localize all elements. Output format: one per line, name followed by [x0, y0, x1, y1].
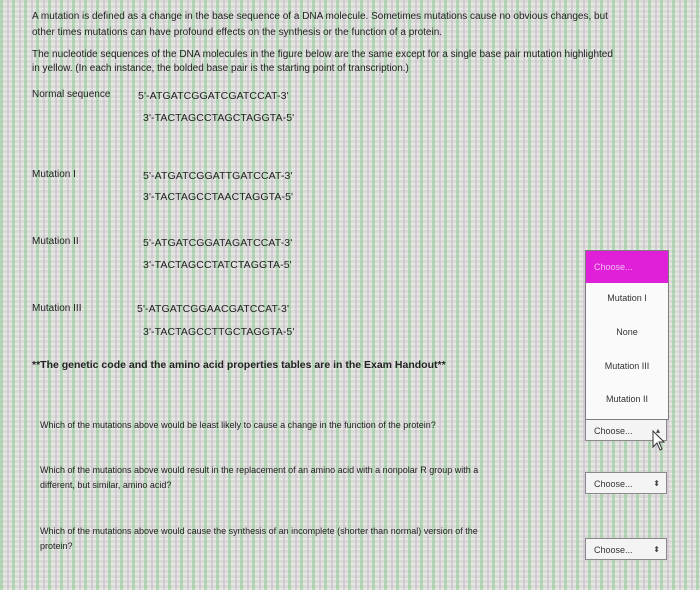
- question-2-select[interactable]: [585, 472, 667, 494]
- intro-line-3: The nucleotide sequences of the DNA molecules in the figure below are the same except for a single base pair mutation highlighted: [32, 49, 613, 60]
- intro-line-1: A mutation is defined as a change in the base sequence of a DNA molecule. Sometimes mutations cause no obvious changes, but: [32, 11, 608, 22]
- sequence-bottom-strand: 3'-TACTAGCCTAGCTAGGTA-5': [143, 112, 295, 124]
- handout-note: **The genetic code and the amino acid properties tables are in the Exam Handout**: [32, 359, 446, 371]
- sequence-top-strand: 5'-ATGATCGGATCGATCCAT-3': [138, 90, 289, 102]
- menu-item-choose[interactable]: Choose...: [586, 251, 668, 283]
- question-3-text: Which of the mutations above would cause the synthesis of an incomplete (shorter than normal) version of the: [40, 526, 478, 536]
- sequence-bottom-strand: 3'-TACTAGCCTTGCTAGGTA-5': [143, 326, 295, 338]
- sequence-bottom-strand: 3'-TACTAGCCTAACTAGGTA-5': [143, 191, 294, 203]
- mouse-cursor-icon: [651, 430, 665, 452]
- question-2-text: Which of the mutations above would result in the replacement of an amino acid with a nonpolar R group with a: [40, 465, 479, 475]
- intro-line-2: other times mutations can have profound effects on the synthesis or the function of a protein.: [32, 27, 443, 38]
- dropdown-menu: [585, 250, 669, 420]
- select-value: Choose...: [594, 479, 633, 489]
- sequence-label: Mutation II: [32, 236, 79, 247]
- sequence-label: Mutation I: [32, 169, 76, 180]
- question-3-text-cont: protein?: [40, 541, 73, 551]
- chevron-updown-icon: ⬍: [653, 479, 660, 488]
- menu-item-mutation-ii[interactable]: Mutation II: [605, 394, 649, 404]
- sequence-top-strand: 5'-ATGATCGGATAGATCCAT-3': [143, 237, 293, 249]
- chevron-updown-icon: ▴: [655, 426, 660, 435]
- intro-line-4: in yellow. (In each instance, the bolded base pair is the starting point of transcription.): [32, 63, 409, 74]
- menu-item-none[interactable]: None: [616, 327, 638, 337]
- sequence-label: Mutation III: [32, 303, 82, 314]
- chevron-updown-icon: ⬍: [653, 545, 660, 554]
- question-1-text: Which of the mutations above would be least likely to cause a change in the function of the protein?: [40, 420, 436, 430]
- sequence-top-strand: 5'-ATGATCGGATTGATCCAT-3': [143, 170, 293, 182]
- menu-item-mutation-i[interactable]: Mutation I: [607, 293, 647, 303]
- sequence-label: Normal sequence: [32, 89, 111, 100]
- select-value: Choose...: [594, 545, 633, 555]
- question-2-text-cont: different, but similar, amino acid?: [40, 480, 172, 490]
- select-value: Choose...: [594, 426, 633, 436]
- sequence-top-strand: 5'-ATGATCGGAACGATCCAT-3': [137, 303, 290, 315]
- sequence-bottom-strand: 3'-TACTAGCCTATCTAGGTA-5': [143, 259, 292, 271]
- question-3-select[interactable]: [585, 538, 667, 560]
- menu-item-mutation-iii[interactable]: Mutation III: [604, 361, 650, 371]
